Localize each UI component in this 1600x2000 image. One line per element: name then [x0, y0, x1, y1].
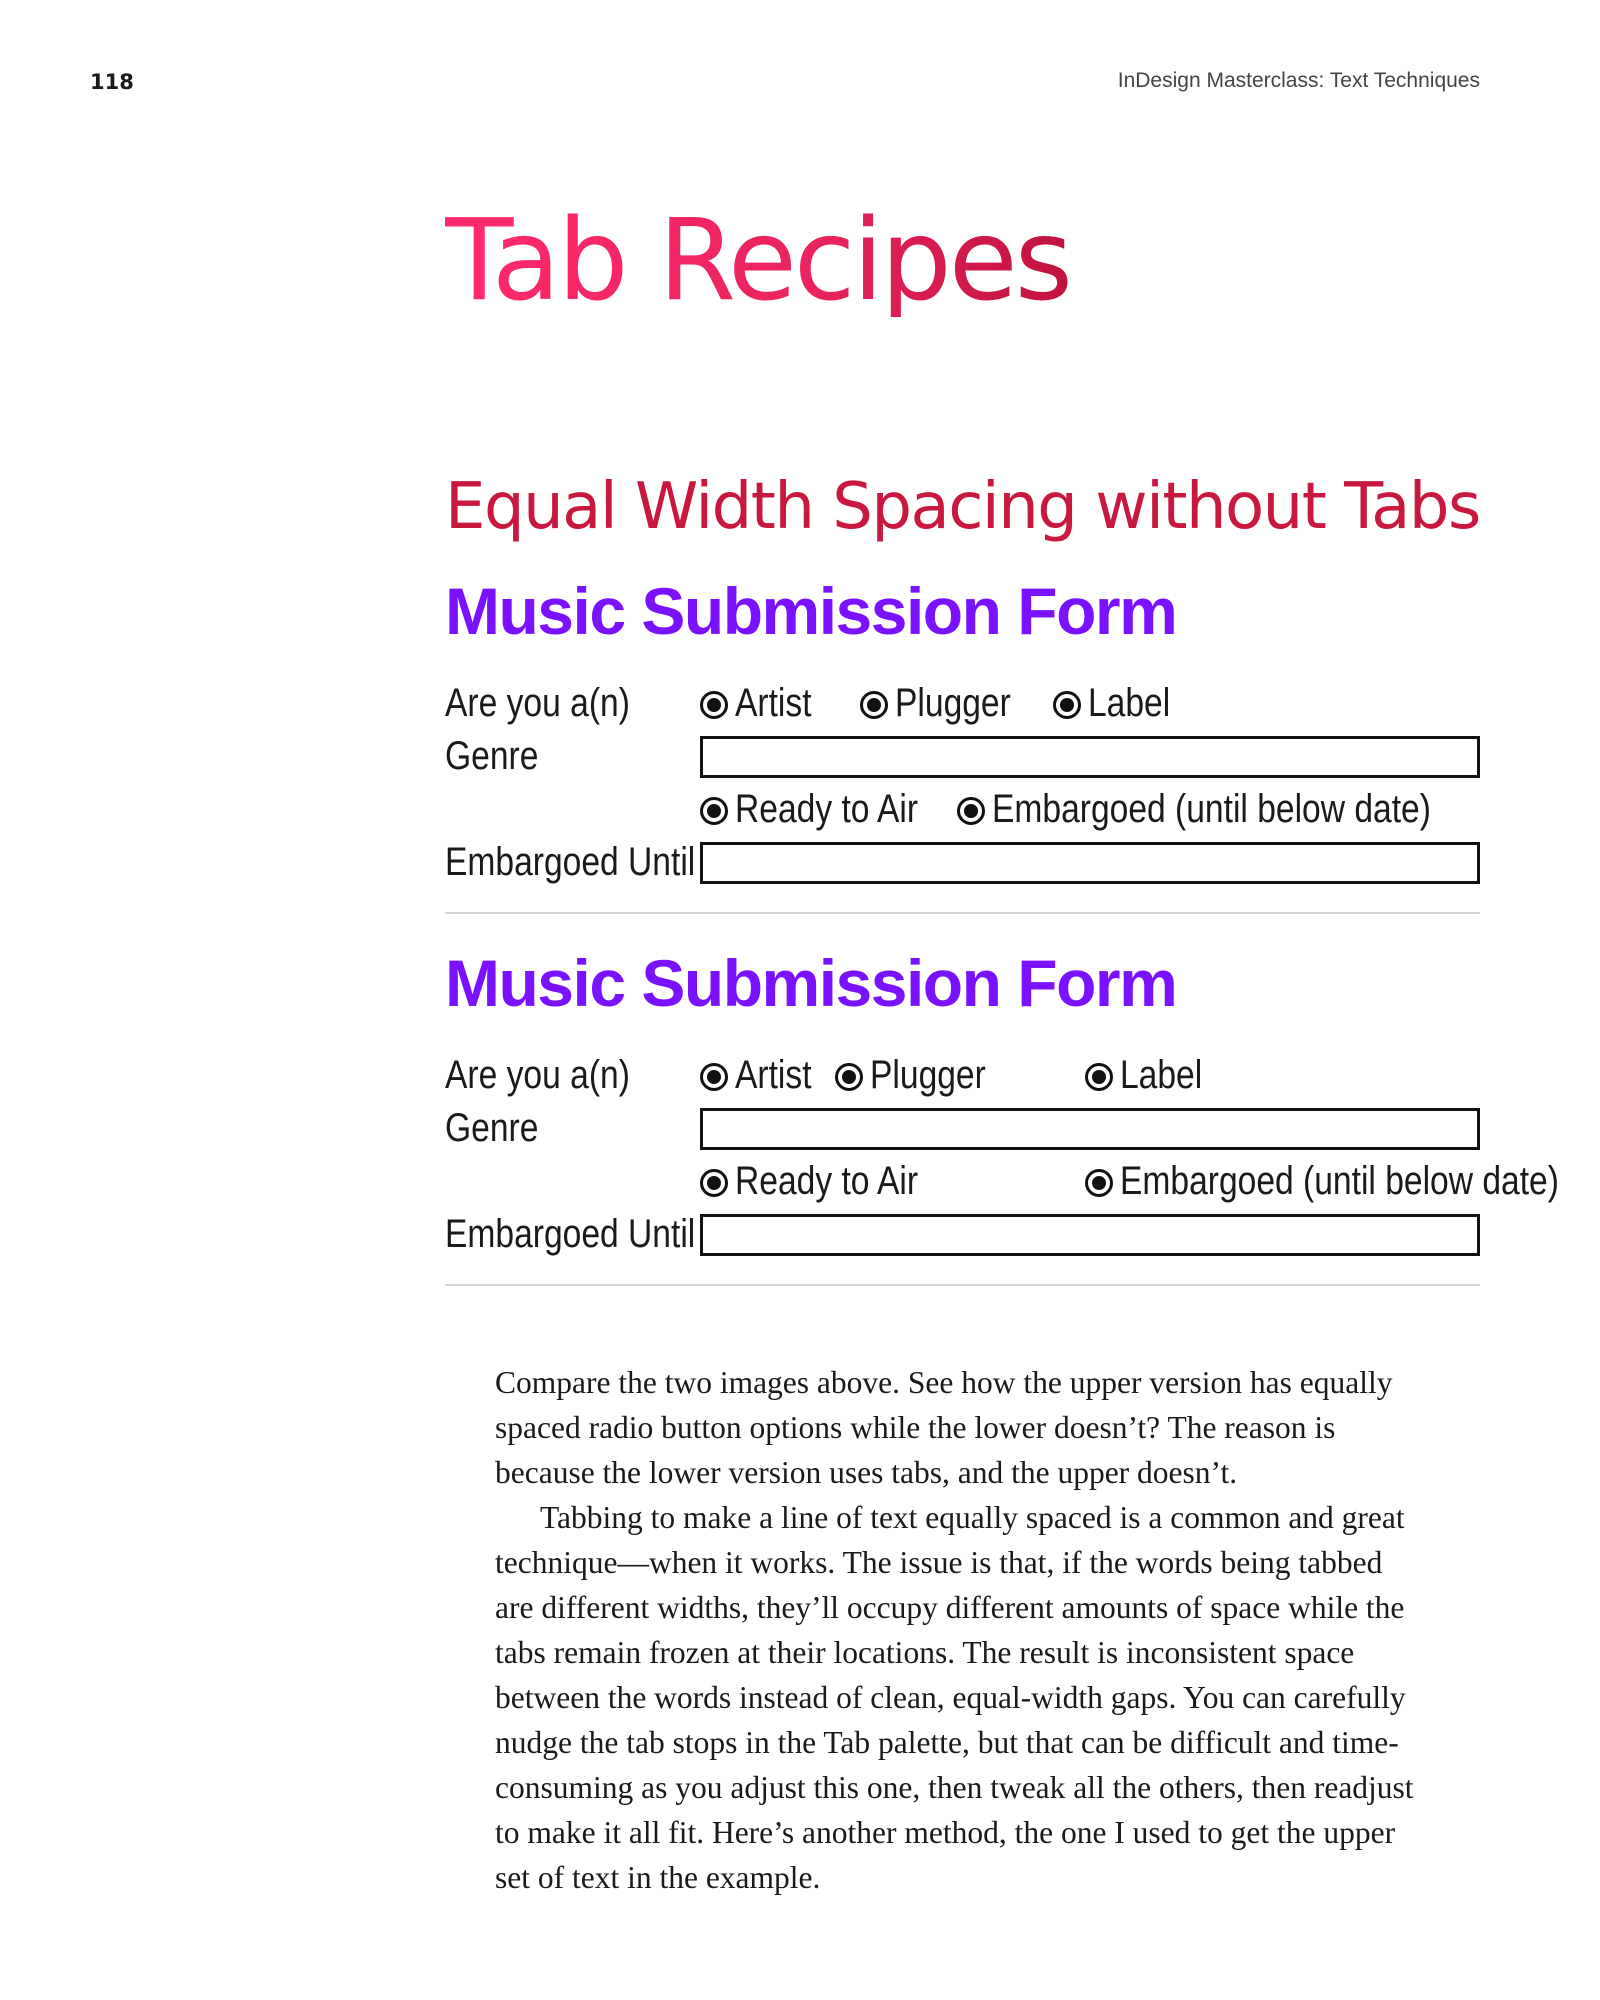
option-label-plugger: Plugger	[895, 681, 1011, 725]
option-label-artist: Artist	[735, 1053, 812, 1097]
radio-selected-icon	[867, 698, 881, 712]
radio-artist[interactable]	[700, 691, 728, 719]
option-label-label: Label	[1088, 681, 1171, 725]
form-title: Music Submission Form	[445, 574, 1177, 648]
radio-embargoed[interactable]	[1085, 1169, 1113, 1197]
form-example-upper	[445, 574, 1480, 938]
radio-selected-icon	[707, 804, 721, 818]
option-label-label: Label	[1120, 1053, 1203, 1097]
running-head: InDesign Masterclass: Text Techniques	[1117, 69, 1480, 92]
embargoed-until-label: Embargoed Until	[445, 1212, 696, 1256]
option-label-ready-to-air: Ready to Air	[735, 1159, 919, 1203]
radio-selected-icon	[707, 1176, 721, 1190]
genre-field[interactable]	[700, 1108, 1480, 1150]
genre-label: Genre	[445, 1106, 539, 1150]
page-number: 118	[90, 70, 134, 94]
paragraph-1: Compare the two images above. See how the upper version has equally spaced radio button options while the lower doesn’t? The reason is because the lower version uses tabs, and the upper doesn’t.	[495, 1365, 1393, 1490]
genre-field[interactable]	[700, 736, 1480, 778]
paragraph-2: Tabbing to make a line of text equally spaced is a common and great technique—when it works. The issue is that, if the words being tabbed are different widths, they’ll occupy different amounts of space while the tabs remain frozen at their locations. The result is inconsistent space between the words instead of clean, equal-width gaps. You can carefully nudge the tab stops in the Tab palette, but that can be difficult and time-consuming as you adjust this one, then tweak all the others, then readjust to make it all fit. Here’s another method, the one I used to get the upper set of text in the example.	[495, 1500, 1414, 1895]
embargoed-until-field[interactable]	[700, 1214, 1480, 1256]
radio-selected-icon	[707, 1070, 721, 1084]
embargoed-until-label: Embargoed Until	[445, 840, 696, 884]
radio-label[interactable]	[1085, 1063, 1113, 1091]
radio-artist[interactable]	[700, 1063, 728, 1091]
option-label-embargoed: Embargoed (until below date)	[1120, 1159, 1559, 1203]
are-you-label: Are you a(n)	[445, 1053, 630, 1097]
option-label-artist: Artist	[735, 681, 812, 725]
radio-selected-icon	[1060, 698, 1074, 712]
radio-plugger[interactable]	[860, 691, 888, 719]
chapter-title: Tab Recipes	[445, 196, 1070, 326]
genre-label: Genre	[445, 734, 539, 778]
radio-ready-to-air[interactable]	[700, 797, 728, 825]
section-title: Equal Width Spacing without Tabs	[445, 470, 1480, 544]
radio-label[interactable]	[1053, 691, 1081, 719]
radio-selected-icon	[707, 698, 721, 712]
divider	[445, 1284, 1480, 1286]
form-example-lower	[445, 946, 1559, 1310]
option-label-ready-to-air: Ready to Air	[735, 787, 919, 831]
radio-embargoed[interactable]	[957, 797, 985, 825]
body-text	[495, 1360, 1425, 1900]
embargoed-label-clip	[1120, 1155, 1559, 1203]
divider	[445, 912, 1480, 914]
embargoed-until-field[interactable]	[700, 842, 1480, 884]
radio-selected-icon	[964, 804, 978, 818]
form-title: Music Submission Form	[445, 946, 1177, 1020]
radio-selected-icon	[842, 1070, 856, 1084]
are-you-label: Are you a(n)	[445, 681, 630, 725]
radio-selected-icon	[1092, 1176, 1106, 1190]
option-label-embargoed: Embargoed (until below date)	[992, 787, 1431, 831]
radio-selected-icon	[1092, 1070, 1106, 1084]
radio-plugger[interactable]	[835, 1063, 863, 1091]
radio-ready-to-air[interactable]	[700, 1169, 728, 1197]
option-label-plugger: Plugger	[870, 1053, 986, 1097]
